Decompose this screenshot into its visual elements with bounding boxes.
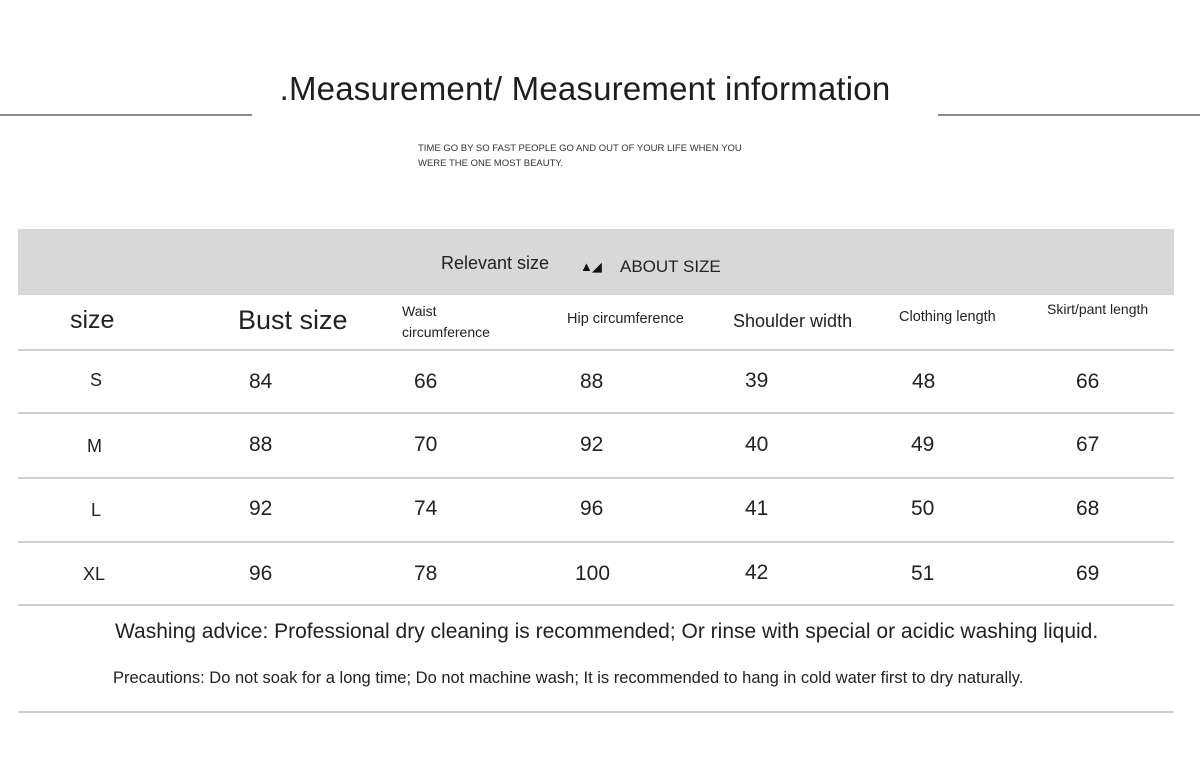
cell-waist: 74	[414, 497, 438, 520]
cell-size: M	[87, 436, 102, 456]
cell-bust: 84	[249, 370, 273, 393]
cell-size: L	[91, 500, 102, 520]
cell-hip: 88	[580, 370, 604, 393]
washing-advice: Washing advice: Professional dry cleaning is recommended; Or rinse with special or acidic washing liquid.	[115, 620, 1099, 643]
cell-waist: 66	[414, 370, 438, 393]
cell-shoulder: 41	[745, 497, 769, 520]
column-header-hip: Hip circumference	[567, 311, 684, 327]
cell-skirt-pant-length: 66	[1076, 370, 1100, 393]
column-header-clothing-length: Clothing length	[899, 309, 996, 325]
tagline-line-2: WERE THE ONE MOST BEAUTY.	[418, 158, 564, 169]
column-header-waist: Waist circumference	[402, 303, 490, 340]
column-header-size: size	[70, 306, 115, 334]
cell-clothing-length: 48	[912, 370, 936, 393]
page-title: .Measurement/ Measurement information	[279, 70, 891, 107]
triangle-arrows-icon: ▲◢	[580, 259, 601, 274]
cell-shoulder: 42	[745, 561, 769, 584]
column-header-bust: Bust size	[238, 305, 348, 335]
cell-size: XL	[83, 564, 106, 584]
column-header-skirt-pant-length: Skirt/pant length	[1047, 301, 1149, 317]
cell-hip: 96	[580, 497, 604, 520]
cell-clothing-length: 51	[911, 562, 935, 585]
title-rule-left	[0, 114, 252, 116]
about-size-label: ABOUT SIZE	[620, 257, 721, 276]
cell-size: S	[90, 370, 103, 390]
table-divider	[18, 412, 1174, 414]
cell-hip: 92	[580, 433, 604, 456]
cell-skirt-pant-length: 67	[1076, 433, 1100, 456]
cell-bust: 96	[249, 562, 273, 585]
column-header-shoulder: Shoulder width	[733, 311, 853, 331]
title-rule-right	[938, 114, 1200, 116]
cell-skirt-pant-length: 68	[1076, 497, 1100, 520]
table-divider	[18, 541, 1174, 543]
cell-clothing-length: 50	[911, 497, 935, 520]
precautions: Precautions: Do not soak for a long time; Do not machine wash; It is recommended to hang in cold water first to dry naturally.	[113, 669, 1024, 687]
tagline-line-1: TIME GO BY SO FAST PEOPLE GO AND OUT OF YOUR LIFE WHEN YOU	[418, 143, 742, 154]
bottom-rule	[18, 711, 1174, 713]
cell-skirt-pant-length: 69	[1076, 562, 1100, 585]
cell-waist: 70	[414, 433, 438, 456]
relevant-size-label: Relevant size	[441, 253, 550, 273]
cell-hip: 100	[575, 562, 611, 585]
tagline	[418, 141, 778, 171]
table-divider	[18, 477, 1174, 479]
cell-waist: 78	[414, 562, 438, 585]
cell-clothing-length: 49	[911, 433, 935, 456]
cell-shoulder: 39	[745, 369, 769, 392]
cell-bust: 92	[249, 497, 273, 520]
table-divider	[18, 349, 1174, 351]
cell-bust: 88	[249, 433, 273, 456]
cell-shoulder: 40	[745, 433, 769, 456]
table-divider	[18, 604, 1174, 606]
